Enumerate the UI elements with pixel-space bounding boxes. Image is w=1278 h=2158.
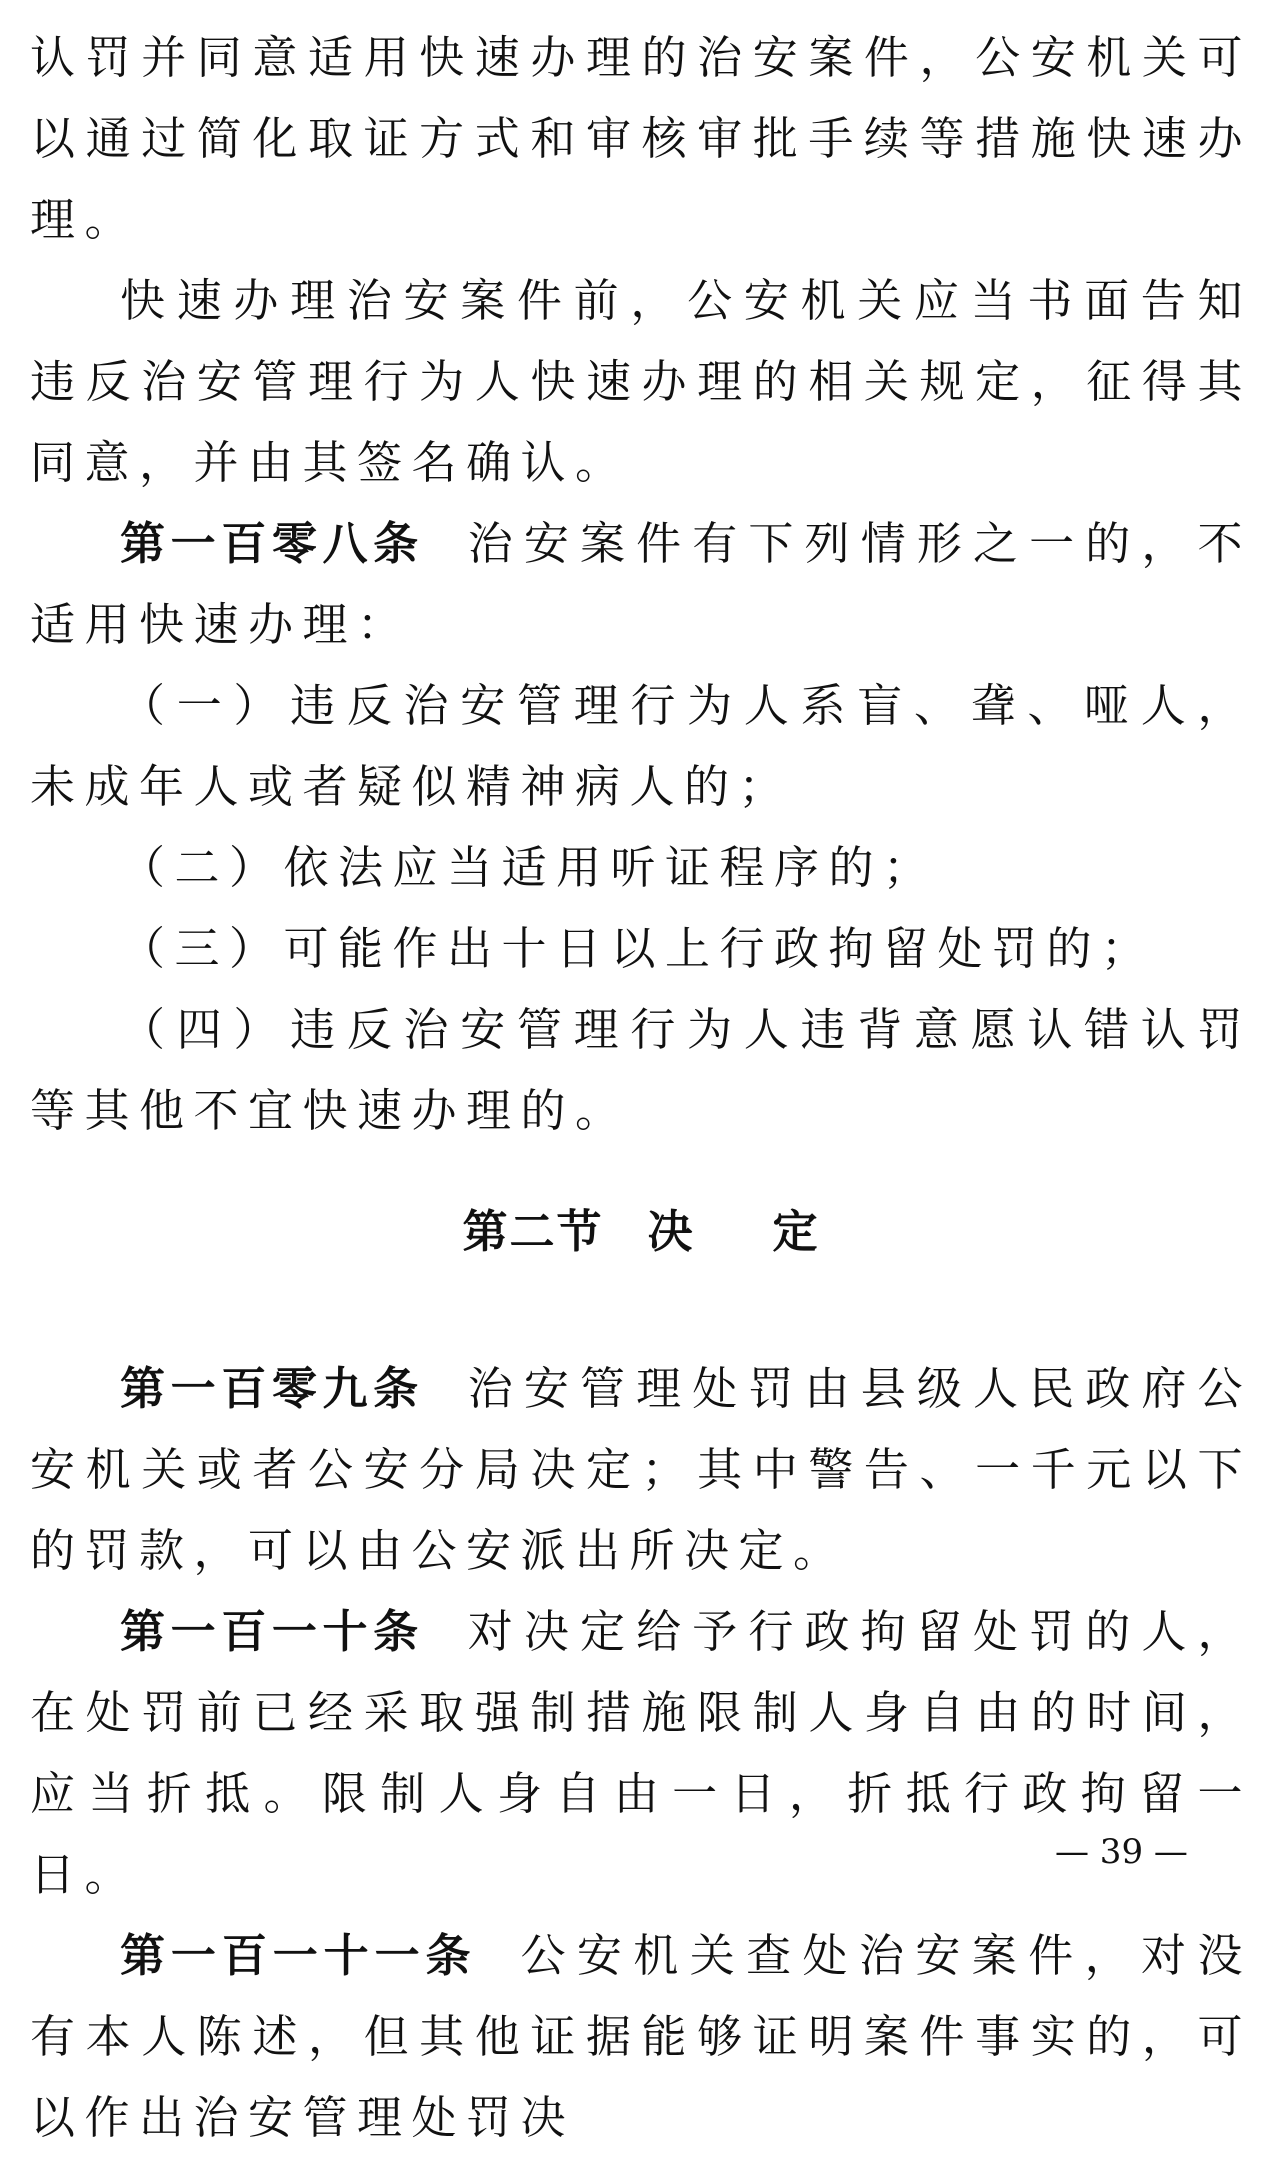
paragraph-quick-handling-notice: 快速办理治安案件前，公安机关应当书面告知违反治安管理行为人快速办理的相关规定，征得其同意，并由其签名确认。 [30,274,1252,489]
paragraph-continued: 认罚并同意适用快速办理的治安案件，公安机关可以通过简化取证方式和审核审批手续等措施快速办理。 [30,31,1252,246]
article-108-item-1: （一）违反治安管理行为人系盲、聋、哑人，未成年人或者疑似精神病人的； [30,679,1252,813]
article-109 [30,1348,1252,1591]
article-108-item-2: （二）依法应当适用听证程序的； [120,841,938,894]
section-number: 第二节 [462,1205,604,1258]
article-108-item-4: （四）违反治安管理行为人违背意愿认错认罚等其他不宜快速办理的。 [30,1003,1252,1137]
article-108 [30,503,1252,665]
page-number: — 39 — [1055,1832,1188,1872]
article-108-label: 第一百零八条 [120,517,424,570]
article-109-text: 治安管理处罚由县级人民政府公安机关或者公安分局决定；其中警告、一千元以下的罚款，可以由公安派出所决定。 [30,1362,1252,1577]
section-title-part2: 定 [772,1205,820,1258]
article-108-text: 治安案件有下列情形之一的，不适用快速办理： [30,517,1252,651]
article-111-label: 第一百一十一条 [120,1929,477,1982]
article-108-item-3: （三）可能作出十日以上行政拘留处罚的； [120,922,1156,975]
section-heading [30,1191,1252,1272]
article-109-label: 第一百零九条 [120,1362,424,1415]
section-title-part1: 决 [647,1205,695,1258]
article-111 [30,1915,1252,2158]
article-110-text: 对决定给予行政拘留处罚的人，在处罚前已经采取强制措施限制人身自由的时间，应当折抵。限制人身自由一日，折抵行政拘留一日。 [30,1605,1252,1901]
article-111-text: 公安机关查处治安案件，对没有本人陈述，但其他证据能够证明案件事实的，可以作出治安管理处罚决 [30,1929,1252,2144]
article-110-label: 第一百一十条 [120,1605,424,1658]
